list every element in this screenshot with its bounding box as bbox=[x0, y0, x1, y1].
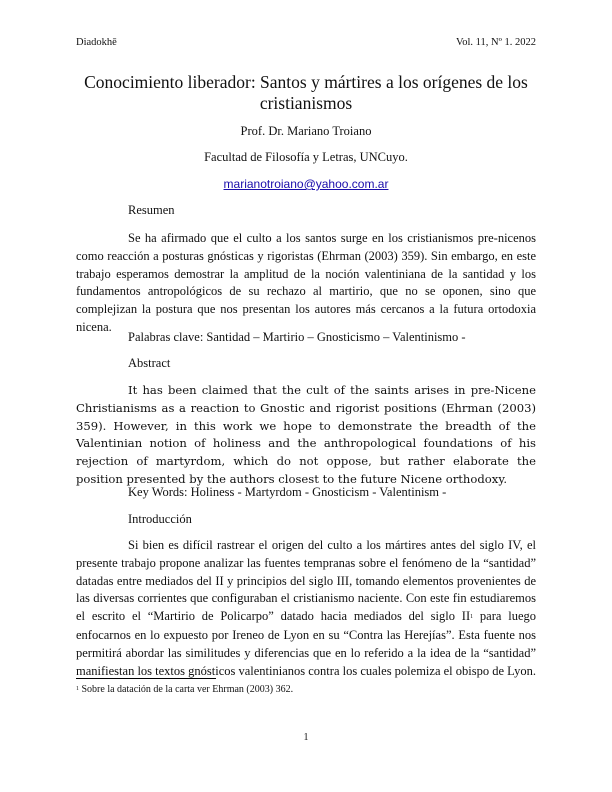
author-name: Prof. Dr. Mariano Troiano bbox=[240, 124, 372, 138]
footnote bbox=[76, 683, 293, 696]
palabras-clave: Palabras clave: Santidad – Martirio – Gnosticismo – Valentinismo - bbox=[128, 330, 466, 344]
footnote-separator bbox=[76, 678, 216, 679]
introduccion-heading: Introducción bbox=[128, 512, 192, 526]
abstract-paragraph: It has been claimed that the cult of the saints arises in pre-Nicene Christianisms as a reaction to Gnostic and rigorist positions (Ehrman (2003) 359). However, in this work we hope to demonstrate the breadth of the Valentinian notion of holiness and the anthropological foundations of his rejection of martyrdom, which do not oppose, but rather elaborate the position presented by the authors closest to the future Nicene orthodoxy. bbox=[76, 383, 536, 486]
introduccion-paragraph bbox=[76, 537, 536, 680]
article-title: Conocimiento liberador: Santos y mártires a los orígenes de los cristianismos bbox=[84, 72, 528, 113]
email-link[interactable]: marianotroiano@yahoo.com.ar bbox=[223, 177, 389, 191]
footnote-text: Sobre la datación de la carta ver Ehrman (2003) 362. bbox=[81, 684, 294, 695]
author-affiliation: Facultad de Filosofía y Letras, UNCuyo. bbox=[204, 150, 408, 164]
abstract-heading: Abstract bbox=[128, 356, 171, 370]
resumen-heading: Resumen bbox=[128, 203, 175, 217]
author-email bbox=[76, 176, 536, 192]
introduccion-text-part2: para luego enfocarnos en lo expuesto por Ireneo de Lyon en su “Contra las Herejías”. Esta fuente nos permitirá abordar las similitudes y diferencias que en lo referido a la idea de la “santidad” manifiestan los textos gnósticos valentinianos contra los cuales polemiza el obispo de Lyon. bbox=[76, 609, 537, 678]
introduccion-text-part1: Si bien es difícil rastrear el origen del culto a los mártires antes del siglo IV, el presente trabajo propone analizar las fuentes tempranas sobre el fenómeno de la “santidad” datadas entre mediados del II y principios del siglo III, tomando elementos provenientes de las diversas corrientes que configuraban el cristianismo naciente. Con este fin estudiaremos el escrito el “Martirio de Policarpo” datado hacia mediados del siglo II bbox=[76, 538, 536, 624]
resumen-paragraph: Se ha afirmado que el culto a los santos surge en los cristianismos pre-nicenos como reacción a posturas gnósticas y rigoristas (Ehrman (2003) 359). Sin embargo, en este trabajo esperamos demostrar la amplitud de la noción valentiniana de la santidad y los fundamentos antropológicos de su rechazo al martirio, que no se oponen, sino que complejizan la postura que nos presentan los autores más cercanos a la futura ortodoxia nicena. bbox=[76, 231, 536, 334]
running-header-journal: Diadokhē bbox=[76, 37, 117, 48]
page-number: 1 bbox=[303, 732, 309, 743]
footnote-reference[interactable]: 1 bbox=[470, 614, 474, 621]
footnote-mark: 1 bbox=[76, 686, 79, 692]
key-words: Key Words: Holiness - Martyrdom - Gnosticism - Valentinism - bbox=[128, 485, 447, 499]
running-header-volume: Vol. 11, Nº 1. 2022 bbox=[456, 37, 536, 48]
